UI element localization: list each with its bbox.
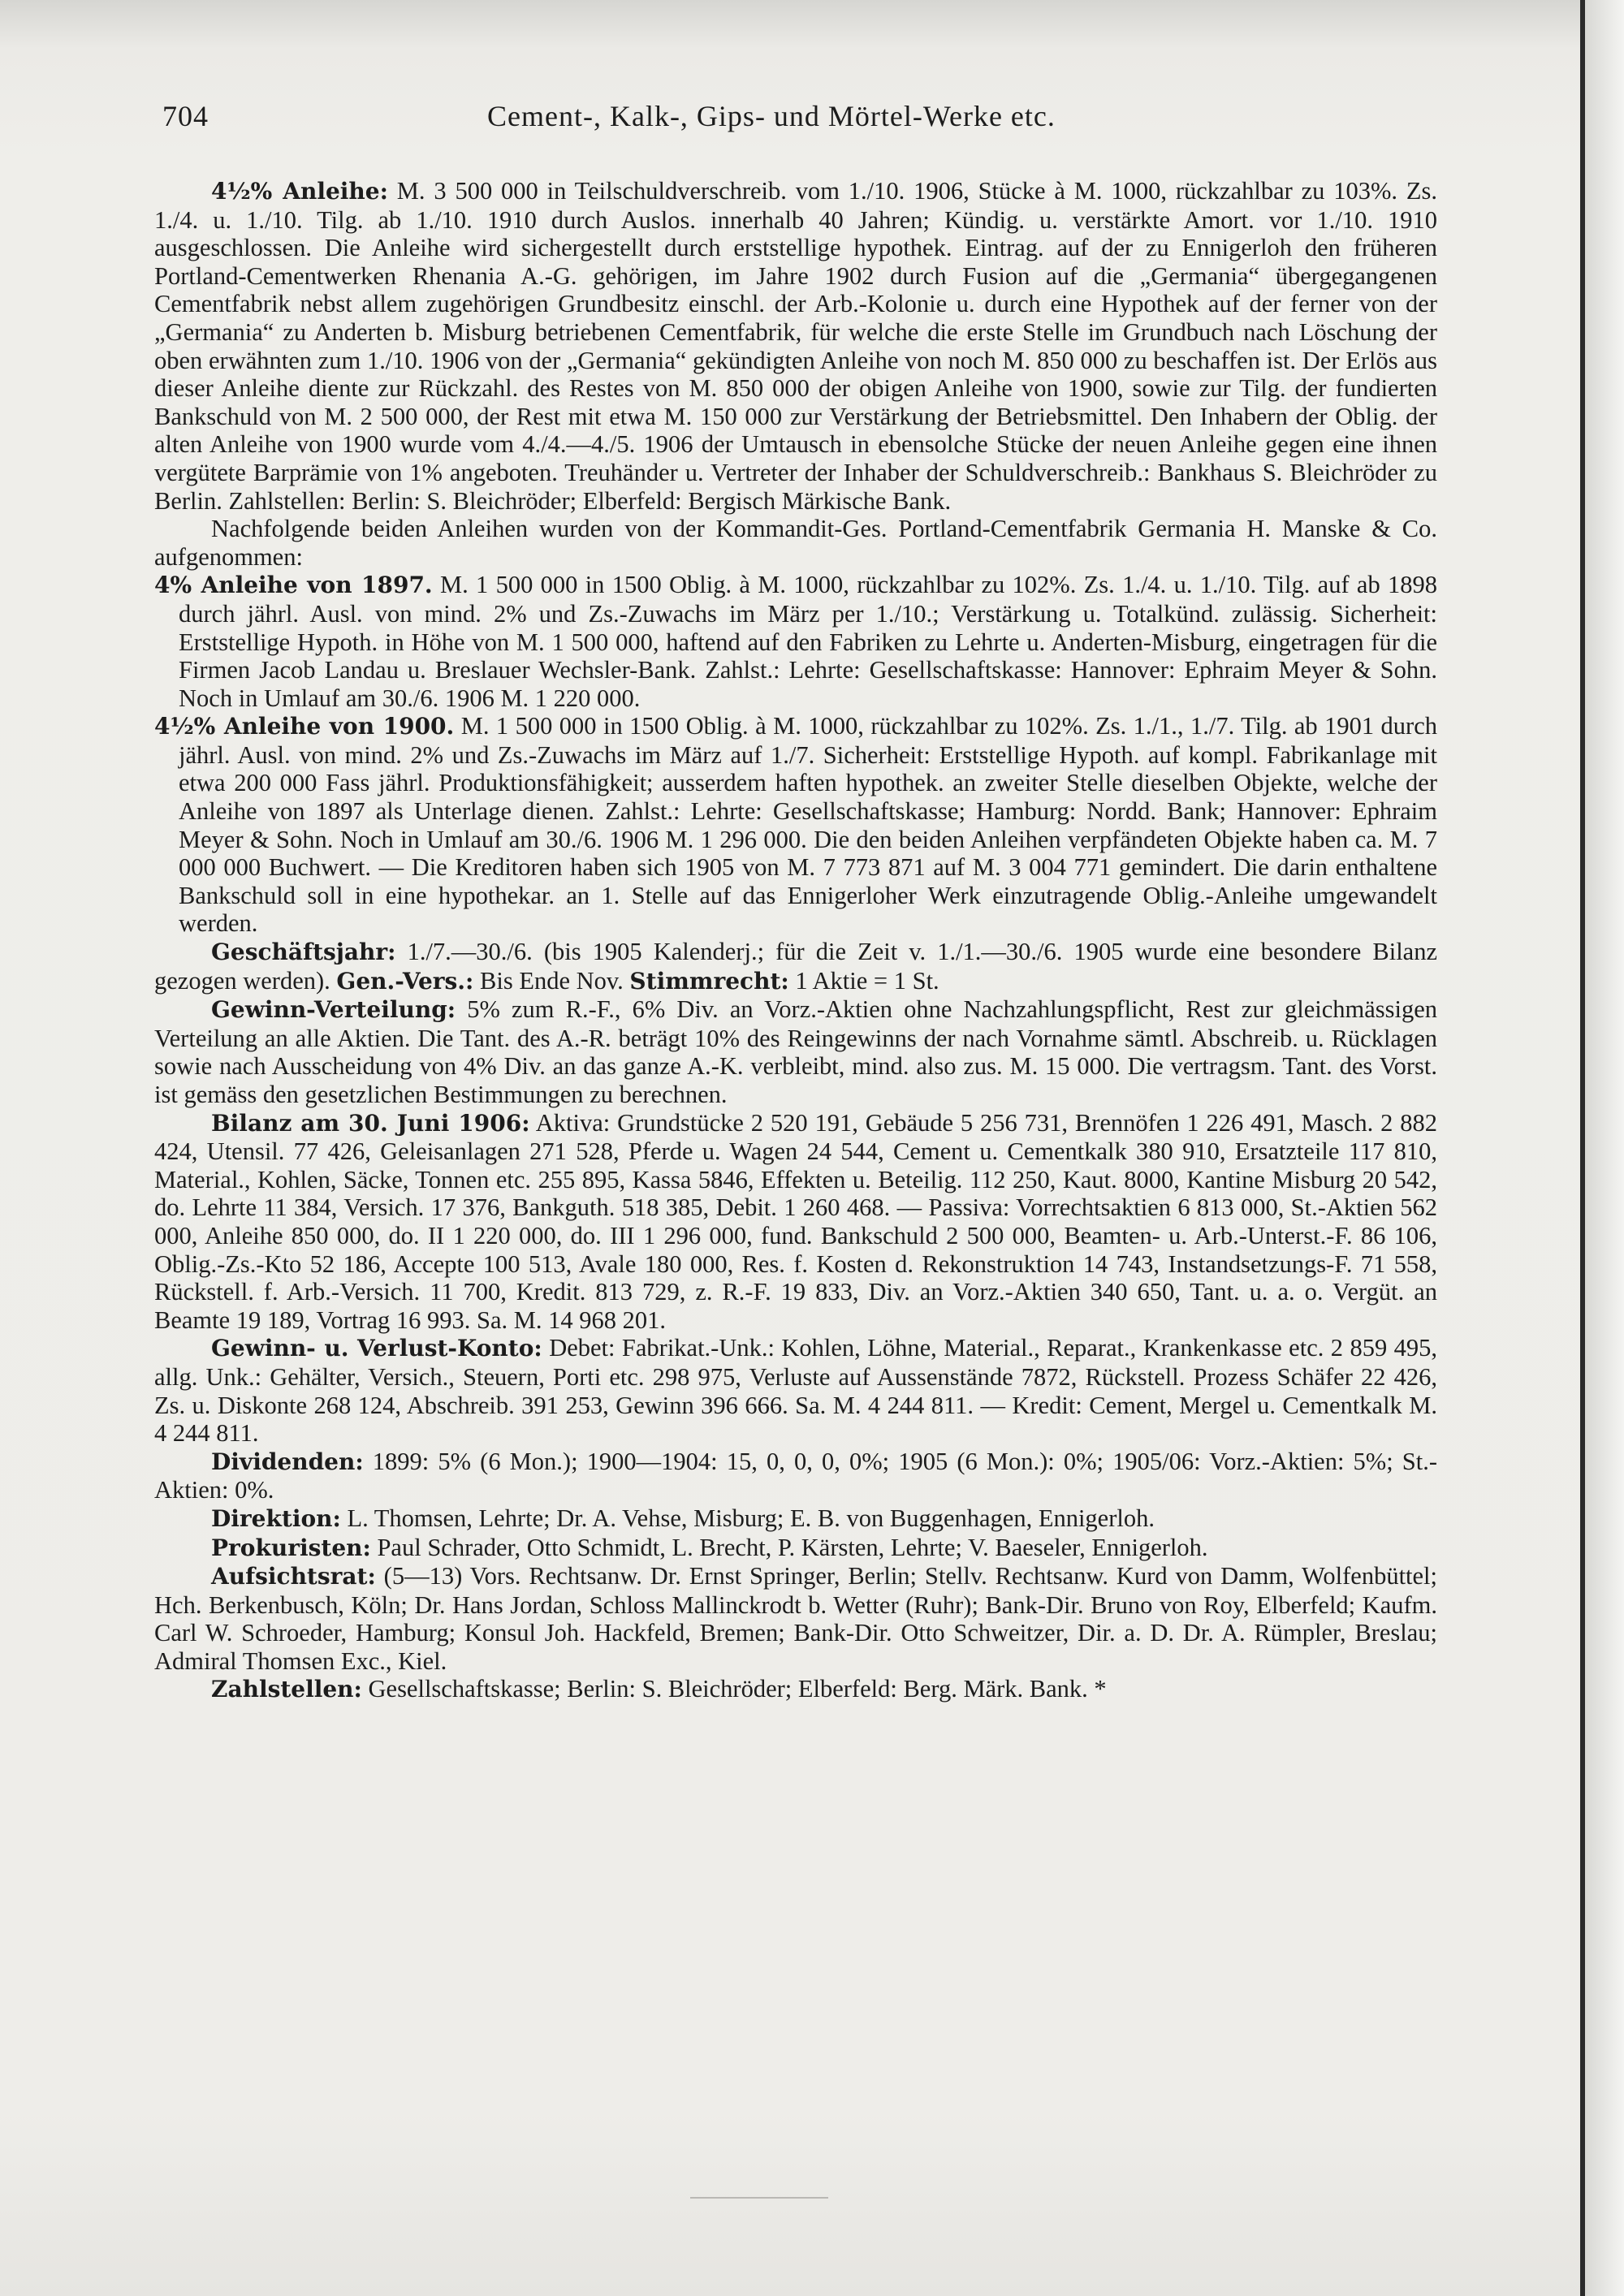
section-text: 1899: 5% (6 Mon.); 1900—1904: 15, 0, 0, 0, 0%; 1905 (6 Mon.): 0%; 1905/06: Vorz.-Aktien: 5%; St.-Aktien: 0%. xyxy=(154,1447,1438,1504)
page-edge-line xyxy=(1580,0,1585,2296)
section-intro-anleihen xyxy=(154,515,1437,571)
section-gewinn-verteilung xyxy=(154,995,1437,1108)
section-text: M. 1 500 000 in 1500 Oblig. à M. 1000, rückzahlbar zu 102%. Zs. 1./4. u. 1./10. Tilg. auf ab 1898 durch jährl. Ausl. von mind. 2% und Zs.-Zuwachs im März per 1./10.; Verstärkung u. Totalkünd. zulässig. Sicherheit: Erststellige Hypoth. in Höhe von M. 1 500 000, haftend auf den Fabriken zu Lehrte u. Anderten-Misburg, eingetragen für die Firmen Jacob Landau u. Breslauer Wechsler-Bank. Zahlst.: Lehrte: Gesellschaftskasse: Hannover: Ephraim Meyer & Sohn. Noch in Umlauf am 30./6. 1906 M. 1 220 000. xyxy=(179,571,1438,712)
section-text: 5% zum R.-F., 6% Div. an Vorz.-Aktien ohne Nachzahlungspflicht, Rest zur gleichmässigen Verteilung an alle Aktien. Die Tant. des A.-R. beträgt 10% des Reingewinns der nach Vornahme sämtl. Abschreib. u. Rücklagen sowie nach Ausscheidung von 4% Div. an das ganze A.-K. verbleibt, mind. also zus. M. 15 000. Die vertragsm. Tant. des Vorst. ist gemäss den gesetzlichen Bestimmungen zu berechnen. xyxy=(154,995,1438,1108)
section-anleihe-1897 xyxy=(154,571,1437,712)
section-label: 4½% Anleihe von 1900. xyxy=(154,713,455,740)
section-text-gen-vers: Bis Ende Nov. xyxy=(480,966,624,995)
section-direktion xyxy=(154,1504,1437,1534)
section-anleihe-1900 xyxy=(154,712,1437,938)
section-text: (5—13) Vors. Rechtsanw. Dr. Ernst Springer, Berlin; Stellv. Rechtsanw. Kurd von Damm, Wolfenbüttel; Hch. Berkenbusch, Köln; Dr. Hans Jordan, Schloss Mallinckrodt b. Wetter (Ruhr); Bank-Dir. Bruno von Roy, Elberfeld; Kaufm. Carl W. Schroeder, Hamburg; Konsul Joh. Hackfeld, Bremen; Bank-Dir. Otto Schweitzer, Dir. a. D. Dr. A. Rümpler, Breslau; Admiral Thomsen Exc., Kiel. xyxy=(154,1562,1437,1675)
section-label: Zahlstellen: xyxy=(211,1676,362,1703)
section-label: 4½% Anleihe: xyxy=(211,178,388,205)
section-geschaeftsjahr xyxy=(154,938,1437,995)
page-header xyxy=(162,99,1429,148)
section-text: M. 1 500 000 in 1500 Oblig. à M. 1000, rückzahlbar zu 102%. Zs. 1./1., 1./7. Tilg. ab 1901 durch jährl. Ausl. von mind. 2% und Zs.-Zuwachs im März auf 1./7. Sicherheit: Erststellige Hypoth. auf kompl. Fabrikanlage mit etwa 200 000 Fass jährl. Produktionsfähigkeit; ausserdem haften hypothek. an zweiter Stelle dieselben Objekte, welche der Anleihe von 1897 als Unterlage dienen. Zahlst.: Lehrte: Gesellschaftskasse; Hamburg: Nordd. Bank; Hannover: Ephraim Meyer & Sohn. Noch in Umlauf am 30./6. 1906 M. 1 296 000. Die den beiden Anleihen verpfändeten Objekte haben ca. M. 7 000 000 Buchwert. — Die Kreditoren haben sich 1905 von M. 7 773 871 auf M. 3 004 771 gemindert. Die darin enthaltene Bankschuld soll in eine hypothekar. an 1. Stelle auf das Ennigerloher Werk einzutragende Oblig.-Anleihe umgewandelt werden. xyxy=(179,712,1437,938)
section-anleihe-1906 xyxy=(154,177,1437,515)
section-text: Debet: Fabrikat.-Unk.: Kohlen, Löhne, Material., Reparat., Krankenkasse etc. 2 859 495, allg. Unk.: Gehälter, Versich., Steuern, Porti etc. 298 975, Verluste auf Aussenstände 7872, Rückstell. Prozess Schäfer 22 426, Zs. u. Diskonte 268 124, Abschreib. 391 253, Gewinn 396 666. Sa. M. 4 244 811. — Kredit: Cement, Mergel u. Cementkalk M. 4 244 811. xyxy=(154,1334,1438,1448)
section-label-gen-vers: Gen.-Vers.: xyxy=(336,967,474,995)
section-label: Dividenden: xyxy=(211,1448,364,1475)
section-label: 4% Anleihe von 1897. xyxy=(154,572,433,599)
section-prokuristen xyxy=(154,1534,1437,1563)
section-aufsichtsrat xyxy=(154,1562,1437,1675)
section-label: Direktion: xyxy=(211,1504,341,1532)
section-zahlstellen xyxy=(154,1675,1437,1704)
footer-rule xyxy=(690,2197,828,2199)
section-dividenden xyxy=(154,1448,1437,1504)
section-text-stimmrecht: 1 Aktie = 1 St. xyxy=(795,966,939,995)
section-text: Nachfolgende beiden Anleihen wurden von der Kommandit-Ges. Portland-Cementfabrik Germania H. Manske & Co. aufgenommen: xyxy=(154,515,1437,571)
section-label: Gewinn- u. Verlust-Konto: xyxy=(211,1335,542,1362)
running-title: Cement-, Kalk-, Gips- und Mörtel-Werke etc. xyxy=(487,100,1056,132)
section-label-stimmrecht: Stimmrecht: xyxy=(629,967,789,995)
section-text: L. Thomsen, Lehrte; Dr. A. Vehse, Misburg; E. B. von Buggenhagen, Ennigerloh. xyxy=(347,1504,1155,1532)
section-gewinn-verlust xyxy=(154,1334,1437,1447)
section-text: Gesellschaftskasse; Berlin: S. Bleichröder; Elberfeld: Berg. Märk. Bank. * xyxy=(368,1675,1107,1703)
section-label: Prokuristen: xyxy=(211,1534,371,1561)
section-text: Aktiva: Grundstücke 2 520 191, Gebäude 5 256 731, Brennöfen 1 226 491, Masch. 2 882 424, Utensil. 77 426, Geleisanlagen 271 528, Pferde u. Wagen 24 544, Cement u. Cementkalk 380 910, Ersatzteile 117 810, Material., Kohlen, Säcke, Tonnen etc. 255 895, Kassa 5846, Effekten u. Beteilig. 112 250, Kaut. 8000, Kantine Misburg 20 542, do. Lehrte 11 384, Versich. 17 376, Bankguth. 518 385, Debit. 1 260 468. — Passiva: Vorrechtsaktien 6 813 000, St.-Aktien 562 000, Anleihe 850 000, do. II 1 220 000, do. III 1 296 000, fund. Bankschuld 2 500 000, Beamten- u. Arb.-Unterst.-F. 86 106, Oblig.-Zs.-Kto 52 186, Accepte 100 513, Avale 180 000, Res. f. Kosten d. Rekonstruktion 14 743, Instandsetzungs-F. 71 558, Rückstell. f. Arb.-Versich. 11 700, Kredit. 813 729, z. R.-F. 19 833, Div. an Vorz.-Aktien 340 650, Tant. u. a. o. Vergüt. an Beamte 19 189, Vortrag 16 993. Sa. M. 14 968 201. xyxy=(154,1108,1437,1334)
section-text: M. 3 500 000 in Teilschuldverschreib. vom 1./10. 1906, Stücke à M. 1000, rückzahlbar zu 103%. Zs. 1./4. u. 1./10. Tilg. ab 1./10. 1910 durch Auslos. innerhalb 40 Jahren; Kündig. u. verstärkte Amort. vor 1./10. 1910 ausgeschlossen. Die Anleihe wird sichergestellt durch erststellige hypothek. Eintrag. auf der zu Ennigerloh den früheren Portland-Cementwerken Rhenania A.-G. gehörigen, im Jahre 1902 durch Fusion auf die „Germania“ übergegangenen Cementfabrik nebst allem zugehörigen Grundbesitz einschl. der Arb.-Kolonie u. durch eine Hypothek auf der ferner von der „Germania“ zu Anderten b. Misburg betriebenen Cementfabrik, für welche die erste Stelle im Grundbuch nach Löschung der oben erwähnten zum 1./10. 1906 von der „Germania“ gekündigten Anleihe von noch M. 850 000 zu beschaffen ist. Der Erlös aus dieser Anleihe diente zur Rückzahl. des Restes von M. 850 000 der obigen Anleihe von 1900, sowie zur Tilg. der fundierten Bankschuld von M. 2 500 000, der Rest mit etwa M. 150 000 zur Verstärkung der Betriebsmittel. Den Inhabern der Oblig. der alten Anleihe von 1900 wurde vom 4./4.—4./5. 1906 der Umtausch in ebensolche Stücke der neuen Anleihe gegen eine ihnen vergütete Barprämie von 1% angeboten. Treuhänder u. Vertreter der Inhaber der Schuldverschreib.: Bankhaus S. Bleichröder zu Berlin. Zahlstellen: Berlin: S. Bleichröder; Elberfeld: Bergisch Märkische Bank. xyxy=(154,177,1437,515)
page-number: 704 xyxy=(162,100,209,132)
section-text: 1./7.—30./6. (bis 1905 Kalenderj.; für die Zeit v. 1./1.—30./6. 1905 wurde eine besondere Bilanz gezogen werden). xyxy=(154,938,1437,995)
section-label: Aufsichtsrat: xyxy=(211,1563,376,1590)
section-text: Paul Schrader, Otto Schmidt, L. Brecht, P. Kärsten, Lehrte; V. Baeseler, Ennigerloh. xyxy=(377,1533,1208,1561)
document-body xyxy=(154,177,1437,1704)
section-label: Gewinn-Verteilung: xyxy=(211,996,456,1024)
page-edge-shadow xyxy=(1585,0,1624,2296)
section-bilanz xyxy=(154,1109,1437,1335)
section-label: Bilanz am 30. Juni 1906: xyxy=(211,1109,530,1137)
section-label: Geschäftsjahr: xyxy=(211,939,396,966)
